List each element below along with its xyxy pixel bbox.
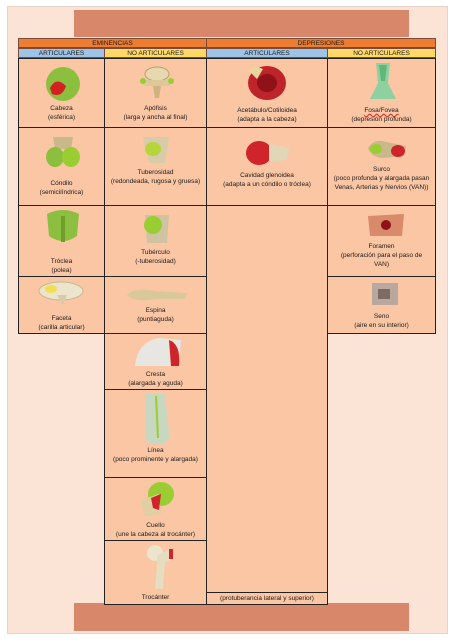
- cell-condilo: [18, 127, 105, 206]
- glenoid-cavity-icon: [243, 138, 291, 168]
- espina-desc: (puntiaguda): [137, 316, 174, 323]
- cell-trocanter: [104, 540, 207, 605]
- cell-linea: [104, 389, 207, 478]
- facet-icon: [33, 279, 89, 307]
- trocanter-label: Trocánter: [141, 594, 170, 601]
- faceta-label: Faceta: [51, 315, 72, 322]
- apofisis-label: Apófisis: [144, 105, 167, 112]
- cabeza-label: Cabeza: [50, 105, 73, 112]
- tubercle-icon: [139, 211, 175, 247]
- cell-tuberculo: [104, 205, 207, 277]
- cell-cabeza: [18, 58, 105, 128]
- troclea-label: Tróclea: [50, 258, 73, 265]
- surco-desc: (poco profunda y alargada pasan Venas, Arterias y Nervios (VAN)): [333, 175, 430, 191]
- acetabulo-label: Acetábulo/Cotiloidea: [237, 107, 297, 114]
- surco-label: Surco: [373, 166, 390, 173]
- cell-cresta: [104, 333, 207, 390]
- header-dep-no-articulares: NO ARTICULARES: [327, 48, 436, 58]
- cuello-desc: (une la cabeza al trocánter): [115, 531, 196, 538]
- bone-head-icon: [44, 64, 82, 102]
- line-icon: [135, 392, 179, 446]
- espina-label: Espina: [145, 307, 166, 314]
- acetabulum-icon: [245, 63, 289, 103]
- bottom-band: [74, 603, 409, 631]
- tuberosidad-label: Tuberosidad: [137, 169, 174, 176]
- cell-cuello: [104, 477, 207, 541]
- header-eminencias: EMINENCIAS: [18, 38, 207, 48]
- cell-dep-articulares-empty: [206, 205, 328, 593]
- seno-desc: (aire en su interior): [354, 322, 409, 329]
- acetabulo-desc: (adapta a la cabeza): [237, 116, 297, 123]
- condilo-label: Cóndilo: [50, 180, 73, 187]
- cell-tuberosidad: [104, 127, 207, 206]
- groove-icon: [366, 134, 408, 164]
- header-em-articulares: ARTICULARES: [18, 48, 105, 58]
- cuello-label: Cuello: [146, 522, 165, 529]
- fosa-label: [328, 107, 435, 116]
- header-em-no-articulares: NO ARTICULARES: [104, 48, 207, 58]
- sinus-icon: [370, 281, 400, 307]
- cell-troclea: [18, 205, 105, 277]
- cell-apofisis: [104, 58, 207, 128]
- crest-icon: [133, 336, 183, 368]
- tuberculo-label: Tubérculo: [141, 249, 170, 256]
- cell-trocanter-desc: [206, 592, 328, 605]
- cavidad-label: Cavidad glenoidea: [240, 172, 294, 179]
- tuberosity-icon: [139, 133, 175, 167]
- top-band: [74, 10, 409, 37]
- cell-foramen: [327, 205, 436, 277]
- seno-label: Seno: [373, 313, 390, 320]
- cell-fosa: [327, 58, 436, 128]
- fosa-label-text: Fosa/Fovea: [364, 107, 399, 114]
- condyle-icon: [43, 133, 83, 173]
- cavidad-desc: (adapta a un cóndilo o tróclea): [223, 181, 311, 188]
- linea-desc: (poco prominente y alargada): [113, 456, 198, 463]
- linea-label: Línea: [147, 447, 164, 454]
- faceta-desc: (carilla articular): [38, 324, 85, 331]
- cresta-desc: (alargada y aguda): [128, 380, 183, 387]
- apofisis-desc: (larga y ancha al final): [123, 114, 188, 121]
- trochanter-icon: [143, 543, 177, 591]
- vertebra-icon: [135, 62, 179, 100]
- cresta-label: Cresta: [145, 371, 166, 378]
- foramen-label: Foramen: [368, 243, 395, 250]
- header-dep-articulares: ARTICULARES: [206, 48, 328, 58]
- fossa-icon: [366, 61, 400, 103]
- fosa-desc: (depresión profunda): [351, 116, 412, 123]
- trocanter-desc: (protuberancia lateral y superior): [220, 595, 314, 602]
- cell-faceta: [18, 276, 105, 334]
- neck-icon: [137, 480, 177, 518]
- cell-espina: [104, 276, 207, 334]
- cell-acetabulo: [206, 58, 328, 128]
- header-depresiones: DEPRESIONES: [206, 38, 436, 48]
- trochlea-icon: [43, 208, 83, 248]
- cabeza-desc: (esférica): [47, 114, 76, 121]
- cell-cavidad: [206, 127, 328, 206]
- cell-seno: [327, 276, 436, 334]
- condilo-desc: (semicilíndrica): [39, 189, 84, 196]
- foramen-desc: (perforación para el paso de VAN): [340, 252, 423, 268]
- troclea-desc: (polea): [51, 267, 72, 274]
- tuberculo-desc: (-tuberosidad): [135, 258, 176, 265]
- tuberosidad-desc: (redondeada, rugosa y gruesa): [110, 178, 201, 185]
- cell-surco: [327, 127, 436, 206]
- spine-icon: [125, 285, 189, 305]
- foramen-icon: [366, 210, 406, 240]
